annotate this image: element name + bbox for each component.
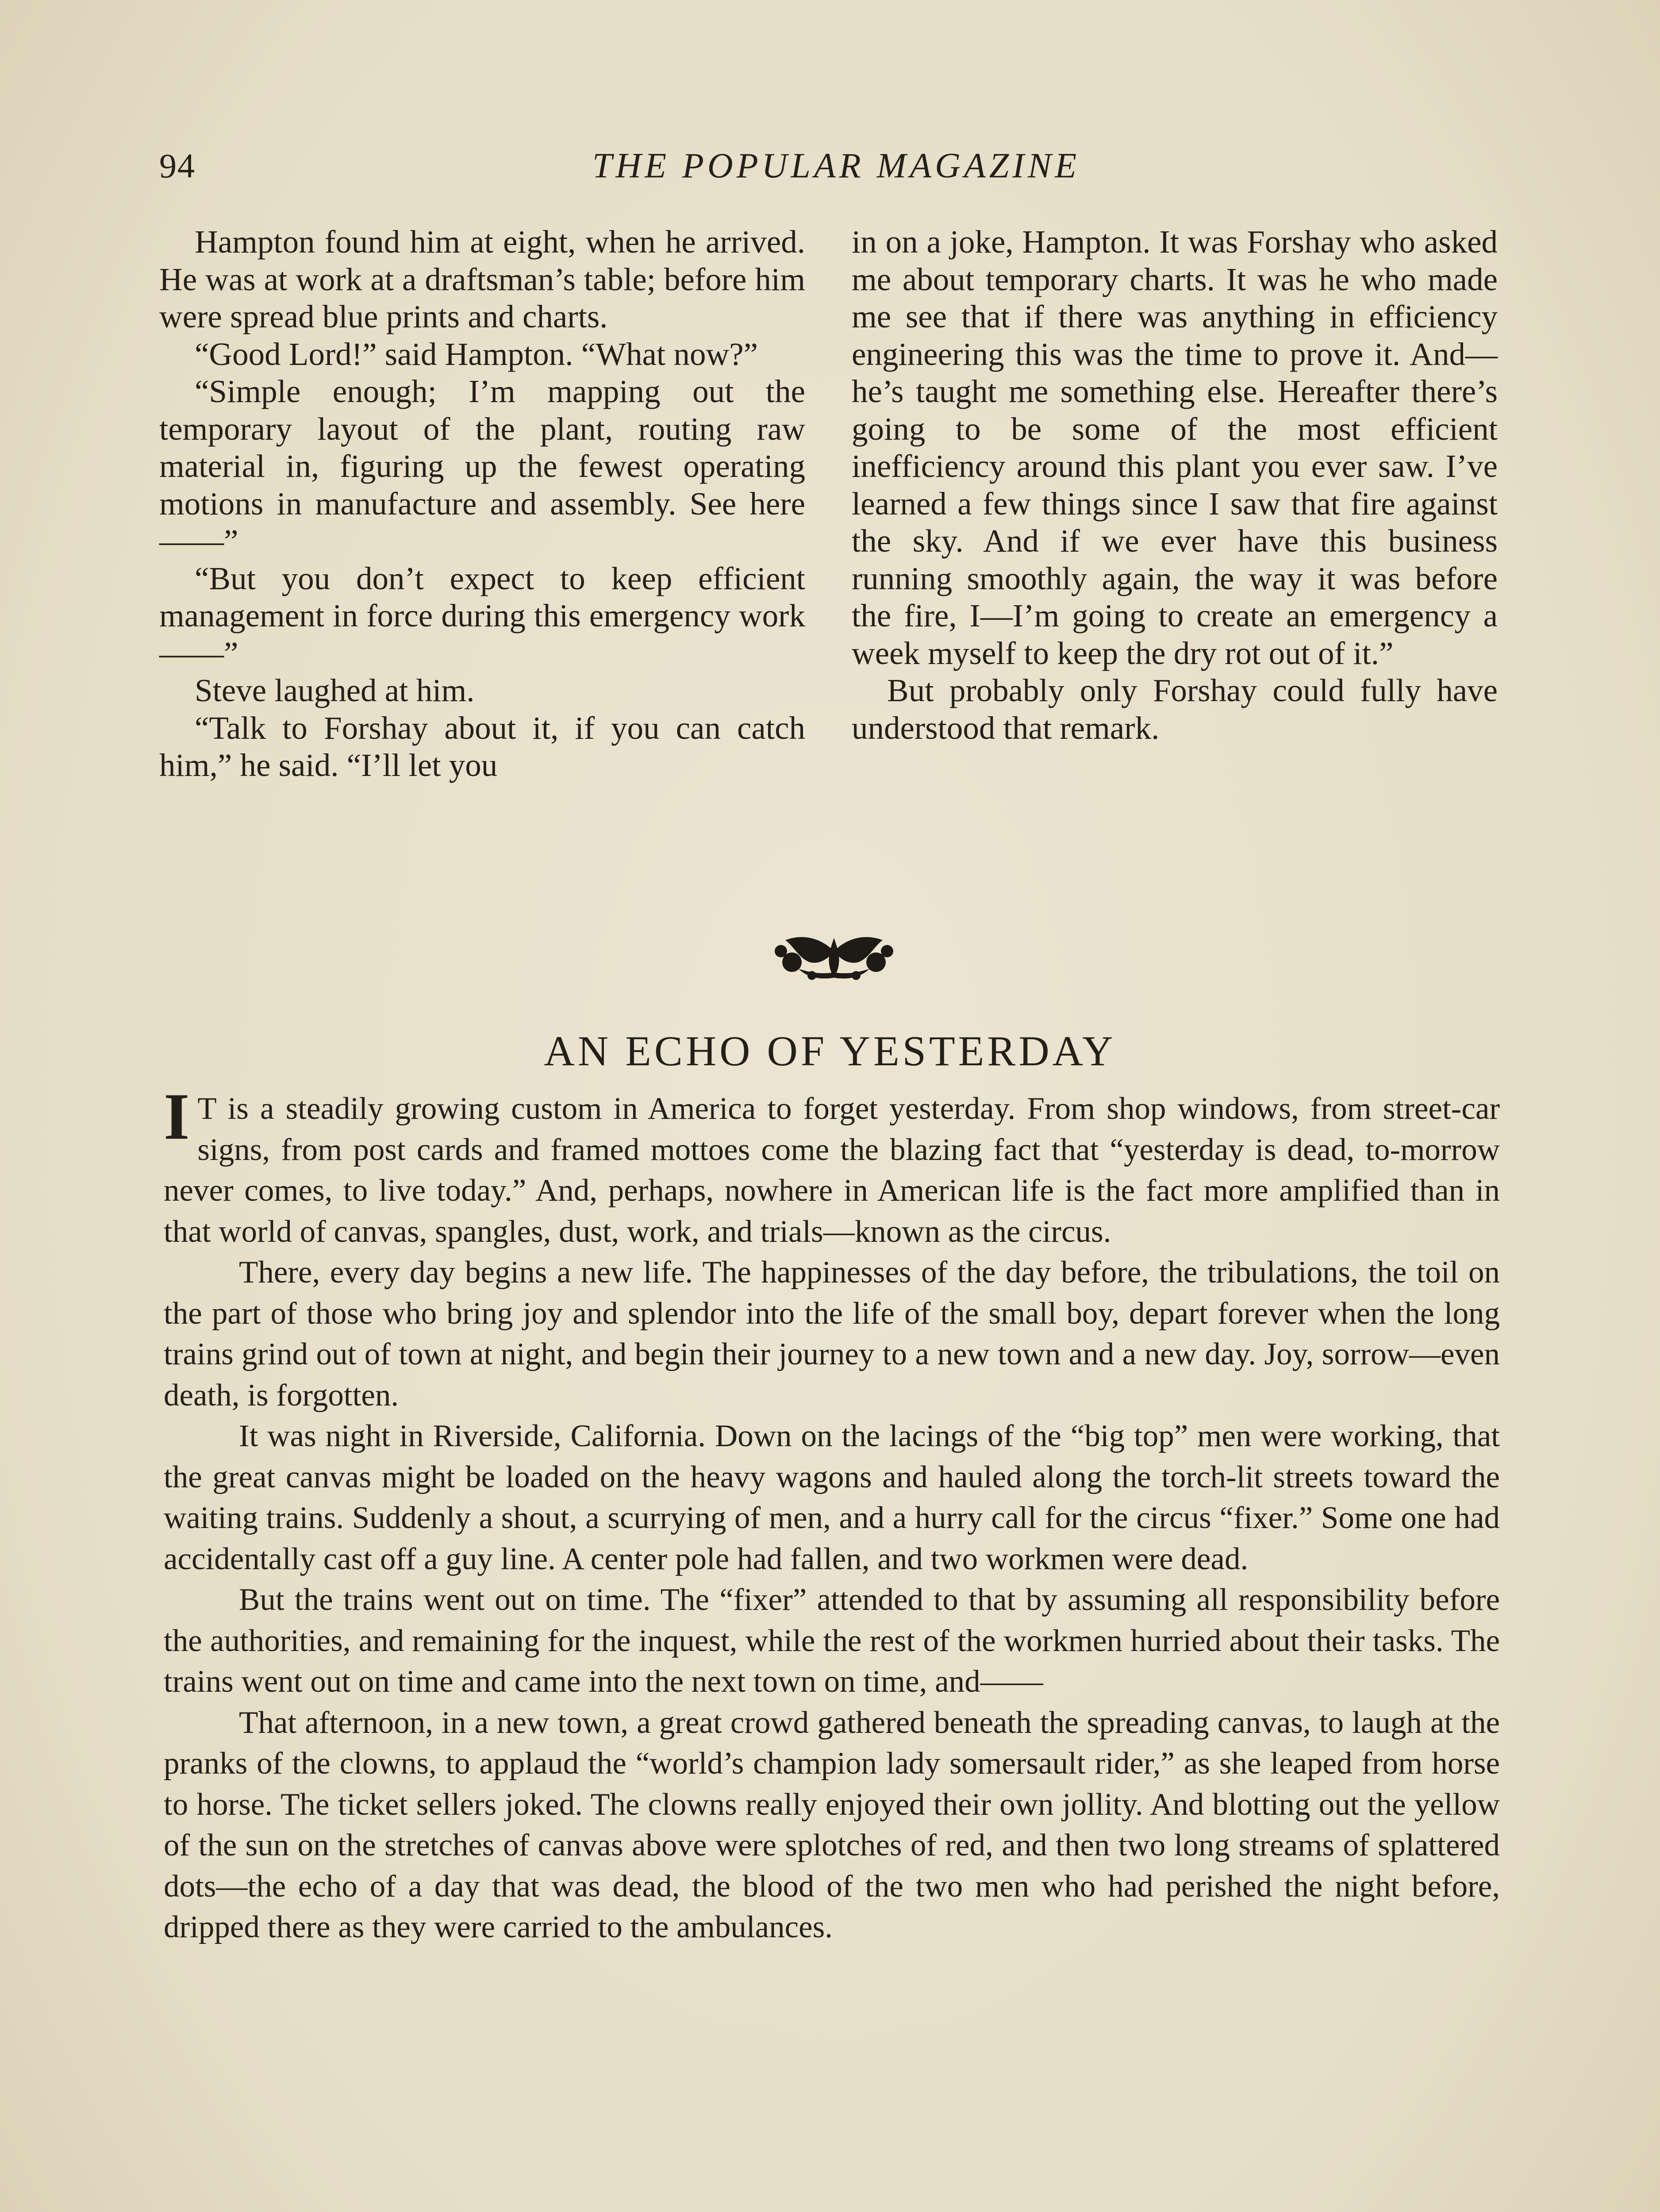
- drop-cap: I: [164, 1080, 190, 1153]
- running-title: THE POPULAR MAGAZINE: [592, 146, 1080, 185]
- paragraph: “Talk to Forshay about it, if you can catch him,” he said. “I’ll let you: [159, 710, 805, 783]
- paragraph: “Simple enough; I’m mapping out the temporary layout of the plant, routing raw material in, figuring up the fewest operating motions in manufacture and assembly. See here——”: [159, 373, 805, 559]
- paragraph: Steve laughed at him.: [195, 672, 475, 708]
- paragraph: “Good Lord!” said Hampton. “What now?”: [195, 336, 758, 372]
- paragraph: That afternoon, in a new town, a great crowd gathered beneath the spreading canvas, to laugh at the pranks of the clowns, to applaud the “world’s champion lady somersault rider,” as she leaped from horse to horse. The ticket sellers joked. The clowns really enjoyed their own jollity. And blotting out the yellow of the sun on the stretches of canvas above were splotches of red, and then two long streams of splattered dots—the echo of a day that was dead, the blood of the two men who had perished the night before, dripped there as they were carried to the ambulances.: [164, 1705, 1500, 1944]
- article-title: AN ECHO OF YESTERDAY: [544, 1027, 1116, 1075]
- left-column: [159, 223, 805, 784]
- paragraph: Hampton found him at eight, when he arrived. He was at work at a draftsman’s table; before him were spread blue prints and charts.: [159, 224, 805, 334]
- paragraph: But the trains went out on time. The “fixer” attended to that by assuming all responsibility before the authorities, and remaining for the inquest, while the rest of the workmen hurried about their tasks. The trains went out on time and came into the next town on time, and——: [164, 1582, 1500, 1699]
- paragraph: “But you don’t expect to keep efficient management in force during this emergency work——”: [159, 560, 805, 671]
- floral-divider-icon: [768, 920, 900, 987]
- paragraph: But probably only Forshay could fully have understood that remark.: [852, 672, 1498, 746]
- paragraph-first: [164, 1080, 1500, 1252]
- story-ending-columns: [159, 223, 1500, 869]
- paragraph: It was night in Riverside, California. Down on the lacings of the “big top” men were working, that the great canvas might be loaded on the heavy wagons and hauled along the torch-lit streets toward the waiting trains. Suddenly a shout, a scurrying of men, and a hurry call for the circus “fixer.” Some one had accidentally cast off a guy line. A center pole had fallen, and two workmen were dead.: [164, 1419, 1500, 1576]
- first-paragraph-text: T is a steadily growing custom in America to forget yesterday. From shop windows, from street-car signs, from post cards and framed mottoes come the blazing fact that “yesterday is dead, to-morrow never comes, to live today.” And, perhaps, nowhere in American life is the fact more amplified than in that world of canvas, spangles, dust, work, and trials—known as the circus.: [164, 1091, 1500, 1249]
- page-header: [159, 146, 1513, 199]
- paragraph: in on a joke, Hampton. It was Forshay who asked me about temporary charts. It was he who made me see that if there was anything in efficiency engineering this was the time to prove it. And—he’s taught me something else. Hereafter there’s going to be some of the most efficient inefficiency around this plant you ever saw. I’ve learned a few things since I saw that fire against the sky. And if we ever have this business running smoothly again, the way it was before the fire, I—I’m going to create an emergency a week myself to keep the dry rot out of it.”: [852, 224, 1498, 671]
- page-number: 94: [159, 146, 196, 185]
- paragraph: There, every day begins a new life. The happinesses of the day before, the tribulations, the toil on the part of those who bring joy and splendor into the life of the small boy, depart forever when the long trains grind out of town at night, and begin their journey to a new town and a new day. Joy, sorrow—even death, is forgotten.: [164, 1255, 1500, 1413]
- right-column: [852, 223, 1498, 747]
- article-body: [164, 1080, 1500, 1948]
